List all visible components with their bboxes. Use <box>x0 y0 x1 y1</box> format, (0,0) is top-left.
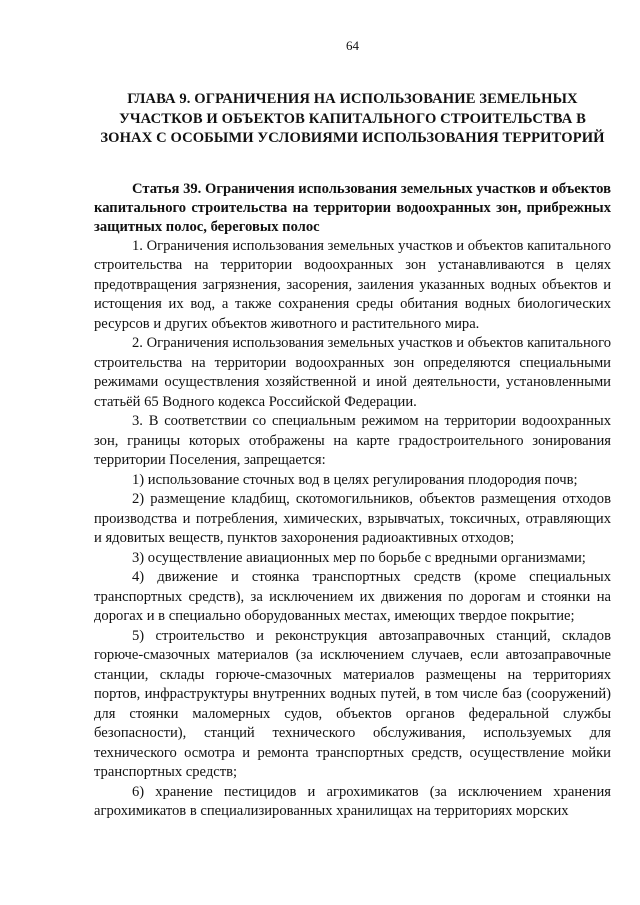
list-item: 2) размещение кладбищ, скотомогильников, объектов размещения отходов производства и потребления, химических, взрывчатых, токсичных, отравляющих и ядовитых веществ, пунктов захоронения радиоактивных отходов; <box>94 491 611 547</box>
paragraph: 3. В соответствии со специальным режимом на территории водоохранных зон, границы которых отображены на карте градостроительного зонирования территории Поселения, запрещается: <box>94 413 611 469</box>
document-page <box>94 36 611 822</box>
list-item: 3) осуществление авиационных мер по борьбе с вредными организмами; <box>132 549 586 566</box>
page-number: 64 <box>346 38 359 53</box>
paragraph: 2. Ограничения использования земельных участков и объектов капитального строительства на территории водоохранных зон определяются специальными режимами осуществления хозяйственной и иной деятельности, установленными статьёй 65 Водного кодекса Российской Федерации. <box>94 335 611 410</box>
list-item: 4) движение и стоянка транспортных средств (кроме специальных транспортных средств), за исключением их движения по дорогам и стоянки на дорогах и в специально оборудованных местах, имеющих твердое покрытие; <box>94 569 611 625</box>
article-title: Статья 39. Ограничения использования земельных участков и объектов капитального строительства на территории водоохранных зон, прибрежных защитных полос, береговых полос <box>94 180 611 235</box>
chapter-title: ГЛАВА 9. ОГРАНИЧЕНИЯ НА ИСПОЛЬЗОВАНИЕ ЗЕМЕЛЬНЫХ УЧАСТКОВ И ОБЪЕКТОВ КАПИТАЛЬНОГО СТРОИТЕЛЬСТВА В ЗОНАХ С ОСОБЫМИ УСЛОВИЯМИ ИСПОЛЬЗОВАНИЯ ТЕРРИТОРИЙ <box>100 91 605 147</box>
paragraph: 1. Ограничения использования земельных участков и объектов капитального строительства на территории водоохранных зон устанавливаются в целях предотвращения загрязнения, засорения, заиления указанных водных объектов и истощения их вод, а также сохранения среды обитания водных биологических ресурсов и других объектов животного и растительного мира. <box>94 237 611 332</box>
list-item: 1) использование сточных вод в целях регулирования плодородия почв; <box>132 471 578 488</box>
list-item: 6) хранение пестицидов и агрохимикатов (за исключением хранения агрохимикатов в специализированных хранилищах на территориях морских <box>94 783 611 820</box>
list-item: 5) строительство и реконструкция автозаправочных станций, складов горюче-смазочных материалов (за исключением случаев, если автозаправочные станции, склады горюче-смазочных материалов размещены на территориях портов, инфраструктуры внутренних водных путей, в том числе баз (сооружений) для стоянки маломерных судов, объектов органов федеральной службы безопасности), станций технического обслуживания, используемых для технического осмотра и ремонта транспортных средств, осуществление мойки транспортных средств; <box>94 627 611 781</box>
